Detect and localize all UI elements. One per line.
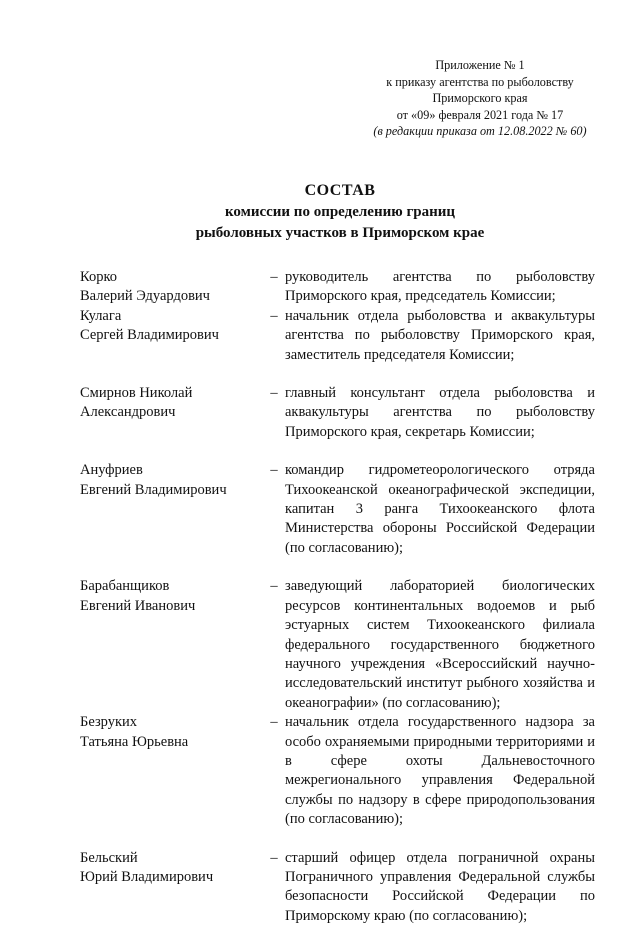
member-dash: – xyxy=(270,307,278,324)
member-surname: Ануфриев xyxy=(80,462,143,479)
member-given-names: Юрий Владимирович xyxy=(80,868,214,885)
member-role: начальник отдела рыболовства и аквакультуры агентства по рыболовству Приморского края, заместитель председателя Комиссии; xyxy=(285,307,595,363)
member-given-names: Татьяна Юрьевна xyxy=(80,733,189,750)
appendix-order-date: от «09» февраля 2021 года № 17 xyxy=(396,107,564,122)
member-dash: – xyxy=(270,385,278,402)
member-surname: Бельский xyxy=(80,849,138,866)
member-dash: – xyxy=(270,578,278,595)
appendix-header xyxy=(330,57,630,140)
member-entry xyxy=(80,577,595,713)
member-dash: – xyxy=(270,269,278,285)
member-given-names: Евгений Владимирович xyxy=(80,481,227,498)
member-surname: Корко xyxy=(80,269,118,285)
title-subtitle-line-2: рыболовных участков в Приморском крае xyxy=(195,225,485,241)
appendix-region: Приморского края xyxy=(432,91,528,106)
member-entry xyxy=(80,849,595,926)
member-given-names: Сергей Владимирович xyxy=(80,327,219,344)
appendix-order-reference: к приказу агентства по рыболовству xyxy=(386,74,574,89)
member-surname: Смирнов Николай xyxy=(80,385,193,402)
member-name xyxy=(80,461,263,500)
document-title xyxy=(40,180,640,244)
member-name xyxy=(80,268,263,307)
member-surname: Барабанщиков xyxy=(80,578,170,595)
member-given-names: Александрович xyxy=(80,404,176,421)
member-entry xyxy=(80,461,595,558)
member-name xyxy=(80,849,263,888)
member-entry xyxy=(80,384,595,442)
member-role: главный консультант отдела рыболовства и аквакультуры агентства по рыболовству Приморского края, секретарь Комиссии; xyxy=(285,385,595,440)
member-surname: Кулага xyxy=(80,307,122,324)
member-role: заведующий лабораторией биологических ресурсов континентальных водоемов и рыб эстуарных систем Тихоокеанского филиала федерального государственного бюджетного научного учреждения «Всероссийский научно-исследовательский институт рыбного хозяйства и океанографии» (по согласованию); xyxy=(285,578,595,711)
member-name xyxy=(80,384,263,423)
title-subtitle-line-1: комиссии по определению границ xyxy=(224,204,456,220)
member-name xyxy=(80,577,263,616)
appendix-number: Приложение № 1 xyxy=(435,58,525,72)
member-given-names: Валерий Эдуардович xyxy=(80,288,210,305)
appendix-revision-note: (в редакции приказа от 12.08.2022 № 60) xyxy=(373,124,587,139)
member-role: старший офицер отдела пограничной охраны Пограничного управления Федеральной службы безопасности Российской Федерации по Приморскому краю (по согласованию); xyxy=(285,849,595,924)
member-surname: Безруких xyxy=(80,714,138,731)
member-dash: – xyxy=(270,462,278,479)
member-role: начальник отдела государственного надзора за особо охраняемыми природными территориями и в сфере охоты Дальневосточного межрегионального управления Федеральной службы по надзору в сфере природопользования (по согласованию); xyxy=(285,714,595,828)
member-entry xyxy=(80,713,595,829)
member-entry xyxy=(80,307,595,365)
member-dash: – xyxy=(270,714,278,731)
member-name xyxy=(80,307,263,346)
member-dash: – xyxy=(270,849,278,866)
member-role: руководитель агентства по рыболовству Приморского края, председатель Комиссии; xyxy=(285,269,595,305)
title-main: СОСТАВ xyxy=(304,182,376,199)
member-name xyxy=(80,713,263,752)
member-role: командир гидрометеорологического отряда Тихоокеанской океанографической экспедиции, капитан 3 ранга Тихоокеанского флота Министерства обороны Российской Федерации (по согласованию); xyxy=(285,462,595,556)
member-given-names: Евгений Иванович xyxy=(80,597,196,614)
commission-member-list xyxy=(80,268,595,926)
member-entry xyxy=(80,268,595,307)
